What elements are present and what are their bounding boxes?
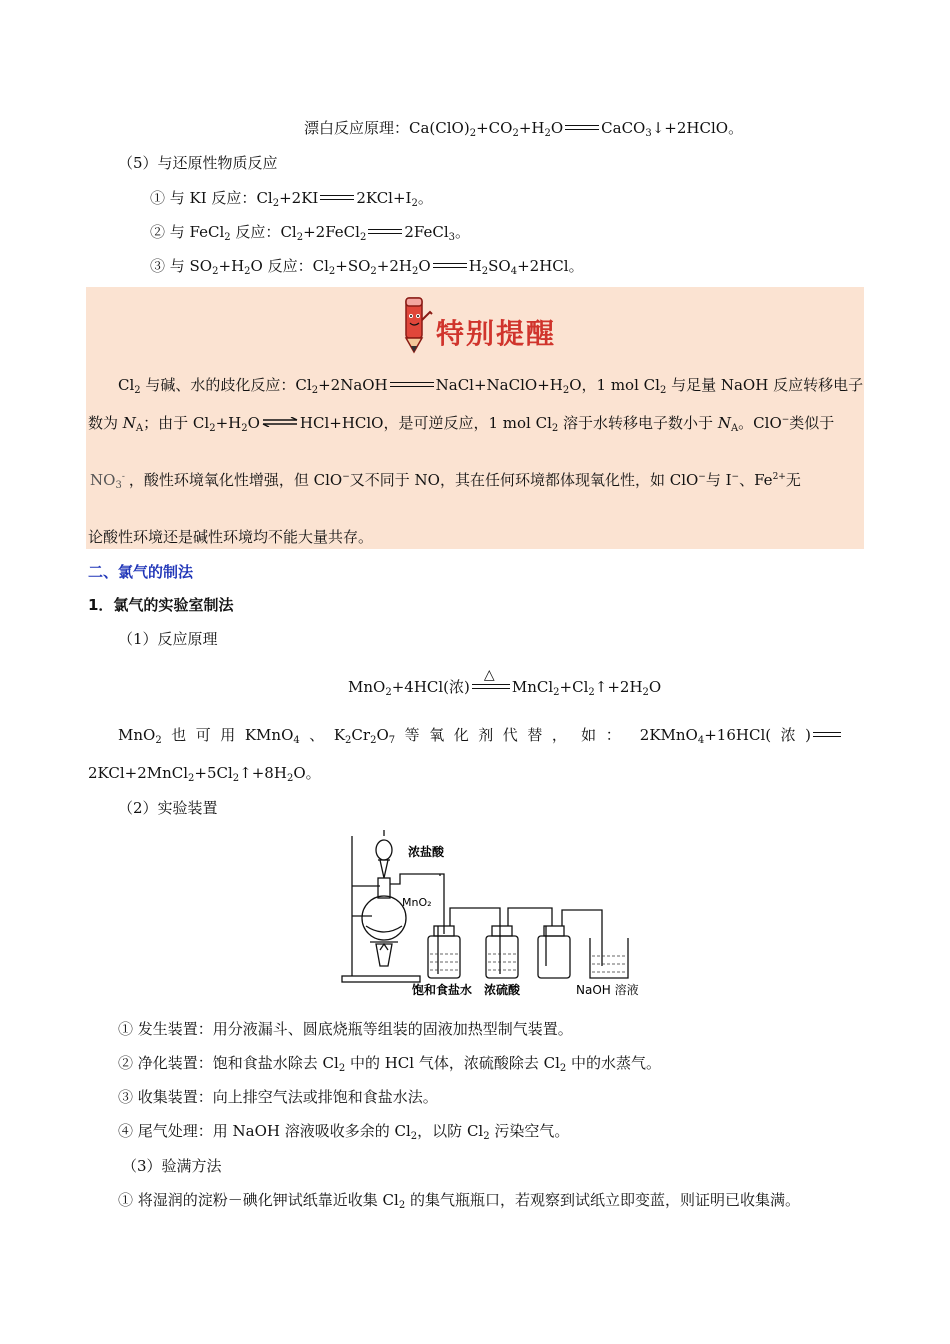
reaction-prefix: ③ 与 $SO_2+H_2O$ 反应： <box>150 257 313 277</box>
apparatus-item-4: ④ 尾气处理：用 NaOH 溶液吸收多余的 $Cl_2$，以防 $Cl_2$ 污染空气。 <box>118 1122 570 1142</box>
apparatus-item-3: ③ 收集装置：向上排空气法或排饱和食盐水法。 <box>118 1088 438 1106</box>
apparatus-diagram <box>340 826 650 1001</box>
bleach-eq-left: $Ca(ClO)_2+CO_2+H_2O$ <box>409 119 564 139</box>
equals-sign <box>368 229 402 234</box>
bleach-eq-right: CaCO$_3$↓+2HClO。 <box>601 119 744 139</box>
equation-left: MnO$_2$+4HCl(浓) <box>348 678 470 698</box>
nitrate-formula: $NO_3^-$ <box>90 471 125 491</box>
label-mno2: MnO₂ <box>402 896 432 909</box>
reaction-left: $Cl_2+SO_2+2H_2O$ <box>312 257 431 277</box>
note-text: $NaCl+NaClO+H_2O$，1 mol $Cl_2$ 与足量 NaOH 反应转移电子 <box>435 376 864 396</box>
special-note-banner <box>398 294 568 356</box>
pencil-icon <box>398 294 434 356</box>
reaction-prefix: ① 与 KI 反应： <box>150 189 257 207</box>
equals-sign <box>390 382 434 387</box>
reaction-ki <box>150 188 433 208</box>
note-text: ，酸性环境氧化性增强，但 ClO−又不同于 NO，其在任何环境都体现氧化性，如 ClO−与 I−、$Fe^{2+}$无 <box>128 471 801 489</box>
note-text: $Cl_2$ 与碱、水的歧化反应：$Cl_2+2NaOH$ <box>118 376 388 396</box>
apparatus-item-1: ① 发生装置：用分液漏斗、圆底烧瓶等组装的固液加热型制气装置。 <box>118 1020 573 1038</box>
note-text: 数为 $N_A$；由于 $Cl_2+H_2O$ <box>88 414 260 434</box>
bleach-label: 漂白反应原理： <box>304 119 410 137</box>
main-equation <box>348 667 662 698</box>
reaction-left: $Cl_2+2FeCl_2$ <box>280 223 367 243</box>
reaction-left: $Cl_2+2KI$ <box>256 189 319 209</box>
alt-oxidant-line-1 <box>118 725 843 745</box>
subsection-heading: 1．氯气的实验室制法 <box>88 596 234 614</box>
equation-right: $MnCl_2+Cl_2↑+2H_2O$ <box>511 678 662 698</box>
section5-title: （5）与还原性物质反应 <box>118 154 278 172</box>
bleach-line <box>304 118 743 138</box>
check-method: ① 将湿润的淀粉－碘化钾试纸靠近收集 $Cl_2$ 的集气瓶瓶口，若观察到试纸立即变蓝，则证明已收集满。 <box>118 1191 800 1211</box>
note-line-2 <box>88 413 834 433</box>
note-line-4: 论酸性环境还是碱性环境均不能大量共存。 <box>88 528 374 546</box>
special-note-title: 特别提醒 <box>436 317 557 350</box>
label-naoh: NaOH 溶液 <box>576 983 639 997</box>
alt-text: MnO$_2$ 也 可 用 KMnO$_4$ 、 $K_2Cr_2O_7$ 等 氧 化 剂 代 替 ， 如 ： 2KMnO$_4$+16HCl( 浓 ) <box>118 726 812 746</box>
section-heading: 二、氯气的制法 <box>88 563 194 581</box>
reaction-prefix: ② 与 FeCl$_2$ 反应： <box>150 223 281 243</box>
note-line-3 <box>90 470 801 490</box>
equals-sign <box>320 195 354 200</box>
equals-sign <box>433 263 467 268</box>
reaction-fecl2 <box>150 222 470 242</box>
reaction-right: $H_2SO_4+2HCl$。 <box>468 257 584 277</box>
label-brine: 饱和食盐水 <box>412 983 473 997</box>
reaction-so2 <box>150 256 584 276</box>
alt-oxidant-line-2: $2KCl+2MnCl_2+5Cl_2↑+8H_2O$。 <box>88 764 321 784</box>
check-title: （3）验满方法 <box>122 1157 222 1175</box>
heat-equals-sign <box>472 667 510 689</box>
reaction-right: 2FeCl$_3$。 <box>404 223 471 243</box>
heat-symbol: △ <box>483 667 495 683</box>
note-text: HCl+HClO，是可逆反应，1 mol $Cl_2$ 溶于水转移电子数小于 $N_A$。ClO−类似于 <box>299 414 835 434</box>
apparatus-title: （2）实验装置 <box>118 799 218 817</box>
reaction-right: $2KCl+I_2$。 <box>356 189 433 209</box>
reversible-arrow-icon <box>262 417 298 427</box>
note-line-1 <box>118 375 863 395</box>
equals-sign <box>565 125 599 130</box>
principle-title: （1）反应原理 <box>118 630 218 648</box>
label-h2so4: 浓硫酸 <box>484 983 521 997</box>
apparatus-item-2: ② 净化装置：饱和食盐水除去 $Cl_2$ 中的 HCl 气体，浓硫酸除去 $Cl_2$ 中的水蒸气。 <box>118 1054 662 1074</box>
label-acid: 浓盐酸 <box>408 845 445 859</box>
equals-sign <box>813 732 841 737</box>
